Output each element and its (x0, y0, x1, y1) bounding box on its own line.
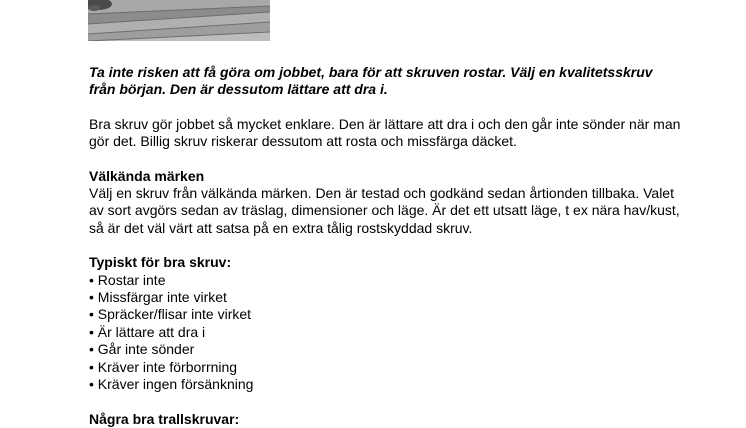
deck-photo (88, 0, 270, 41)
list-item: • Missfärgar inte virket (89, 289, 227, 306)
section-brands (89, 168, 689, 238)
section-screws (89, 411, 689, 428)
paragraph-good-screw: Bra skruv gör jobbet så mycket enklare. Den är lättare att dra i och den går inte sönder när man gör det. Billig skruv riskerar dessutom att rosta och missfärga däcket. (89, 115, 681, 150)
typical-heading: Typiskt för bra skruv: (89, 254, 232, 271)
article-body (89, 64, 689, 428)
list-item: • Spräcker/flisar inte virket (89, 306, 252, 323)
deck-photo-graphic (88, 0, 270, 41)
brands-heading: Välkända märken (89, 167, 205, 184)
list-item: • Kräver inte förborrning (89, 358, 238, 375)
list-item: • Går inte sönder (89, 341, 195, 358)
list-item: • Rostar inte (89, 271, 166, 288)
typical-list (89, 272, 689, 394)
brands-text: Välj en skruv från välkända märken. Den är testad och godkänd sedan årtionden tillbaka. Valet av sort avgörs sedan av träslag, dimensioner och läge. Är det ett utsatt läge, t ex nära hav/kust, så är det väl värt att satsa på en extra tålig rostskyddad skruv. (89, 185, 680, 236)
intro-text: Ta inte risken att få göra om jobbet, bara för att skruven rostar. Välj en kvalitetsskruv från början. Den är dessutom lättare att dra i. (89, 64, 653, 98)
list-item: • Är lättare att dra i (89, 323, 206, 340)
screws-heading: Några bra trallskruvar: (89, 410, 240, 427)
section-typical (89, 254, 689, 393)
list-item: • Kräver ingen försänkning (89, 376, 254, 393)
